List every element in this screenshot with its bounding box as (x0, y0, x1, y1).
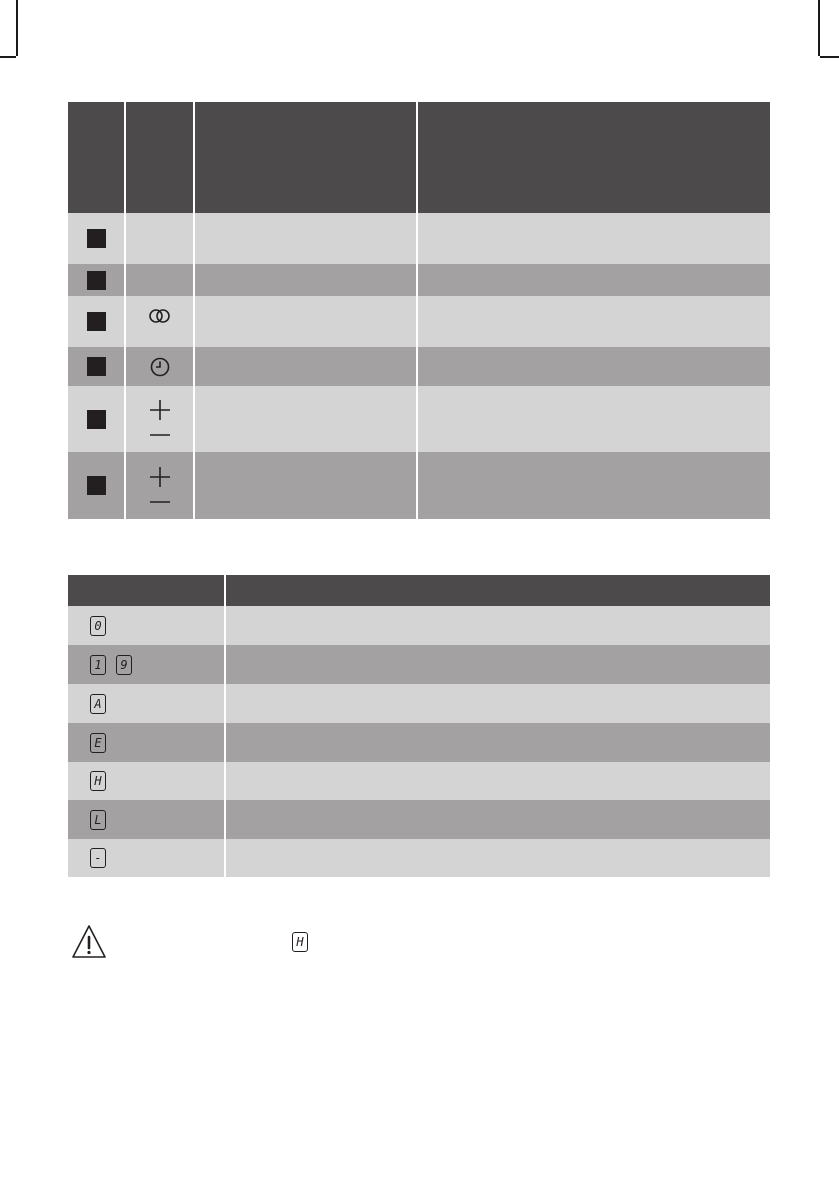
controls-table-header (68, 102, 770, 213)
symbol-cell (126, 452, 195, 519)
controls-table (68, 102, 770, 519)
number-cell (68, 296, 126, 347)
display-code: A (90, 694, 106, 714)
description-cell (418, 296, 770, 347)
display-code: - (90, 848, 106, 868)
display-code: E (90, 733, 106, 753)
clock-icon (149, 356, 171, 378)
number-marker (87, 476, 106, 495)
number-marker (87, 312, 106, 331)
description-cell (418, 213, 770, 264)
crop-mark-left-h (0, 56, 16, 58)
table-row (68, 213, 770, 264)
number-cell (68, 347, 126, 386)
function-cell (195, 296, 418, 347)
description-cell (418, 264, 770, 296)
display-code: 1 (90, 655, 106, 675)
display-code: 0 (90, 616, 106, 636)
description-cell (226, 606, 770, 645)
table-row (68, 684, 770, 723)
description-cell (226, 762, 770, 800)
description-cell (418, 386, 770, 452)
display-code-cell (68, 800, 226, 839)
crop-mark-right (818, 0, 820, 56)
number-marker (87, 410, 106, 429)
table-row (68, 386, 770, 452)
warning-triangle-icon (70, 923, 108, 961)
number-cell (68, 386, 126, 452)
number-marker (87, 357, 106, 376)
symbol-cell (126, 386, 195, 452)
table-row (68, 347, 770, 386)
display-code-cell (68, 606, 226, 645)
display-code-cell (68, 645, 226, 684)
number-cell (68, 213, 126, 264)
function-cell (195, 386, 418, 452)
display-code: H (90, 771, 106, 791)
number-cell (68, 264, 126, 296)
table-row (68, 606, 770, 645)
header-cell (68, 575, 226, 606)
crop-mark-right-h (820, 56, 839, 58)
table-row (68, 452, 770, 519)
table-row (68, 645, 770, 684)
header-cell (126, 102, 195, 213)
plus-minus-icon (148, 397, 172, 441)
number-marker (87, 271, 106, 290)
function-cell (195, 213, 418, 264)
display-code-cell (68, 723, 226, 762)
header-cell (418, 102, 770, 213)
crop-mark-left (16, 0, 18, 56)
header-cell (195, 102, 418, 213)
function-cell (195, 264, 418, 296)
dual-circle-icon (147, 307, 173, 325)
description-cell (226, 723, 770, 762)
number-marker (87, 229, 106, 248)
description-cell (226, 684, 770, 723)
symbol-cell (126, 264, 195, 296)
table-row (68, 296, 770, 347)
display-code-cell (68, 762, 226, 800)
table-row (68, 839, 770, 877)
function-cell (195, 452, 418, 519)
description-cell (226, 645, 770, 684)
symbol-cell (126, 213, 195, 264)
header-cell (68, 102, 126, 213)
display-code-cell (68, 684, 226, 723)
table-row (68, 800, 770, 839)
description-cell (226, 839, 770, 877)
symbol-cell (126, 296, 195, 347)
description-cell (418, 452, 770, 519)
table-row (68, 762, 770, 800)
number-cell (68, 452, 126, 519)
function-cell (195, 347, 418, 386)
display-code-cell (68, 839, 226, 877)
display-code: L (90, 810, 106, 830)
description-cell (418, 347, 770, 386)
header-cell (226, 575, 770, 606)
table-row (68, 264, 770, 296)
table-row (68, 723, 770, 762)
display-code: 9 (116, 655, 132, 675)
description-cell (226, 800, 770, 839)
plus-minus-icon (148, 464, 172, 508)
warning-display-code: H (292, 932, 308, 952)
display-table (68, 575, 770, 877)
symbol-cell (126, 347, 195, 386)
display-table-header (68, 575, 770, 606)
